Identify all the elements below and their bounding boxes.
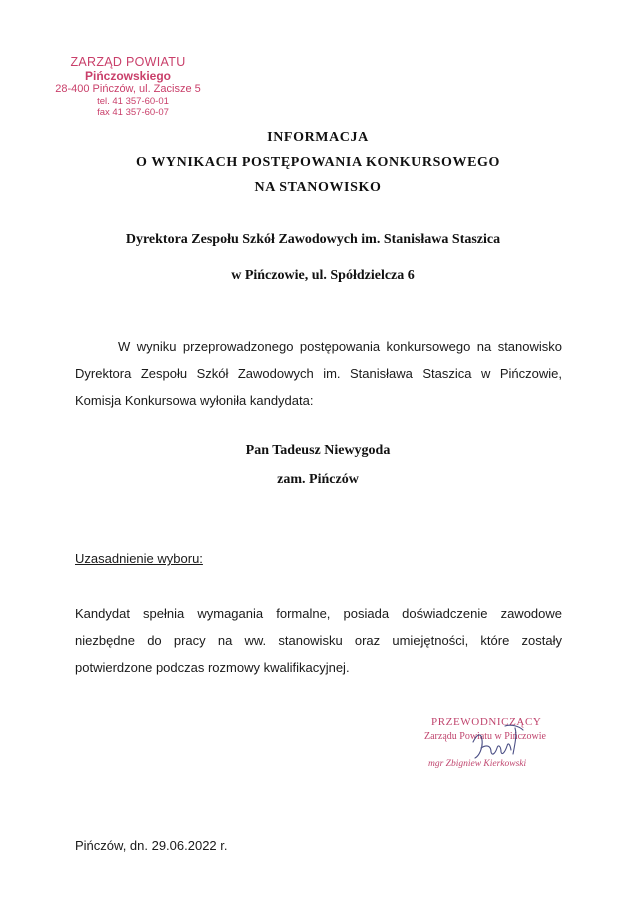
stamp-county-name: Pińczowskiego <box>84 69 172 83</box>
signature-stamp <box>415 716 575 776</box>
justification-heading: Uzasadnienie wyboru: <box>75 551 203 566</box>
handwritten-signature-icon <box>435 720 545 770</box>
document-date: Pińczów, dn. 29.06.2022 r. <box>75 838 228 853</box>
office-header-stamp <box>38 55 218 118</box>
justification-paragraph: Kandydat spełnia wymagania formalne, posiada doświadczenie zawodowe niezbędne do pracy na ww. stanowisku oraz umiejętności, które zostały potwierdzone podczas rozmowy kwalifikacyjnej. <box>75 606 562 675</box>
intro-paragraph: W wyniku przeprowadzonego postępowania konkursowego na stanowisko Dyrektora Zespołu Szkół Zawodowych im. Stanisława Staszica w Pińczowie, Komisja Konkursowa wyłoniła kandydata: <box>75 339 562 408</box>
document-subtitle: O WYNIKACH POSTĘPOWANIA KONKURSOWEGO <box>136 155 500 170</box>
candidate-residence: zam. Pińczów <box>277 472 359 487</box>
candidate-name: Pan Tadeusz Niewygoda <box>245 443 391 458</box>
document-subtitle-2: NA STANOWISKO <box>254 180 382 195</box>
document-title: INFORMACJA <box>267 130 369 145</box>
position-name: Dyrektora Zespołu Szkół Zawodowych im. Stanisława Staszica <box>125 232 501 247</box>
stamp-office-name: ZARZĄD POWIATU <box>70 55 186 69</box>
stamp-address: 28-400 Pińczów, ul. Zacisze 5 <box>55 83 201 95</box>
signature-name: mgr Zbigniew Kierkowski <box>428 759 527 769</box>
position-location: w Pińczowie, ul. Spółdzielcza 6 <box>231 268 415 283</box>
signature-body: Zarządu Powiatu w Pińczowie <box>424 731 546 742</box>
stamp-phone: tel. 41 357-60-01 <box>97 96 169 107</box>
stamp-fax: fax 41 357-60-07 <box>97 107 169 118</box>
signature-role: PRZEWODNICZĄCY <box>431 716 542 728</box>
